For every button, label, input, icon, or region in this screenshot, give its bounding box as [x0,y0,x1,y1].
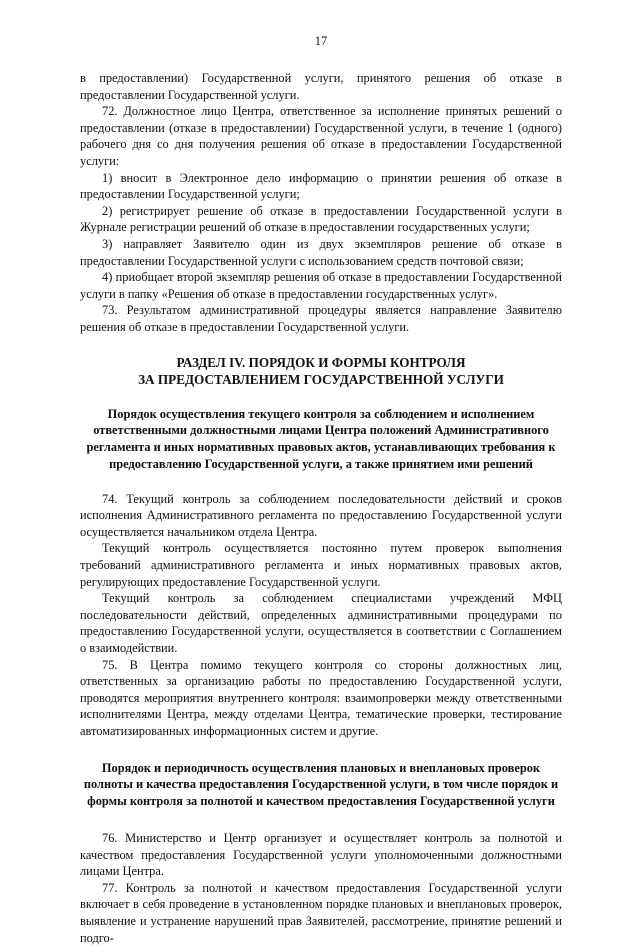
paragraph-72: 72. Должностное лицо Центра, ответственное за исполнение принятых решений о предоставлении (отказе в предоставлении) Государственной услуги, в течение 1 (одного) рабочего дня со дня получения решения об отказе в предоставлении Государственной услуги: [80,104,562,168]
paragraphs-block-3 [80,830,562,946]
paragraph-73: 73. Результатом административной процедуры является направление Заявителю решения об отказе в предоставлении Государственной услуги. [80,303,562,334]
paragraph-continuation: в предоставлении) Государственной услуги, принятого решения об отказе в предоставлении Государственной услуги. [80,71,562,102]
section-title [80,354,562,388]
section-title-line-2: ЗА ПРЕДОСТАВЛЕНИЕМ ГОСУДАРСТВЕННОЙ УСЛУГИ [138,371,504,387]
list-item-1: 1) вносит в Электронное дело информацию о принятии решения об отказе в предоставлении Государственной услуги; [80,170,562,202]
list-item-2: 2) регистрирует решение об отказе в предоставлении Государственной услуги в Журнале регистрации решений об отказе в предоставлении государственных услуги; [80,203,562,235]
paragraph-74-continuous: Текущий контроль осуществляется постоянно путем проверок выполнения требований административного регламента и иных нормативных правовых актов, регулирующих предоставление Государственной услуги. [80,541,562,589]
paragraph-76: 76. Министерство и Центр организует и осуществляет контроль за полнотой и качеством предоставления Государственной услуги уполномоченными должностными лицами Центра. [80,830,562,879]
paragraph-74: 74. Текущий контроль за соблюдением последовательности действий и сроков исполнения Административного регламента по предоставлению Государственной услуги осуществляется начальником отдела Центра. [80,491,562,539]
list-item-4: 4) приобщает второй экземпляр решения об отказе в предоставлении Государственной услуги в папку «Решения об отказе в предоставлении государственных услуг». [80,270,562,301]
subsection-title-inspections: Порядок и периодичность осуществления плановых и внеплановых проверок полноты и качества предоставления Государственной услуги, в том числе порядок и формы контроля за полнотой и качеством предоставления Государственной услуги [83,760,559,809]
section-title-line-1: РАЗДЕЛ IV. ПОРЯДОК И ФОРМЫ КОНТРОЛЯ [176,354,466,370]
paragraphs-block-1 [80,70,562,336]
paragraph-74-mfc: Текущий контроль за соблюдением специалистами учреждений МФЦ последовательности действий, определенных административными процедурами по предоставлению Государственной услуги, осуществляется в соответствии с Соглашением о взаимодействии. [80,591,562,656]
list-item-3: 3) направляет Заявителю один из двух экземпляров решение об отказе в предоставлении Государственной услуги с использованием средств почтовой связи; [80,236,562,268]
paragraph-75: 75. В Центра помимо текущего контроля со стороны должностных лиц, ответственных за организацию работы по предоставлению Государственной услуги, проводятся мероприятия внутреннего контроля: взаимопроверки между ответственными исполнителями Центра, между отделами Центра, тематические проверки, тестирование автоматизированных информационных систем и другие. [80,657,562,738]
subsection-title-current-control: Порядок осуществления текущего контроля за соблюдением и исполнением ответственными должностными лицами Центра положений Административного регламента и иных нормативных правовых актов, устанавливающих требования к предоставлению Государственной услуги, а также принятием ими решений [86,406,556,471]
paragraph-77: 77. Контроль за полнотой и качеством предоставления Государственной услуги включает в себя проведение в установленном порядке плановых и внеплановых проверок, выявление и устранение нарушений прав Заявителей, рассмотрение, принятие решений и подго- [80,880,562,945]
paragraphs-block-2 [80,491,562,740]
page-number: 17 [314,34,328,48]
